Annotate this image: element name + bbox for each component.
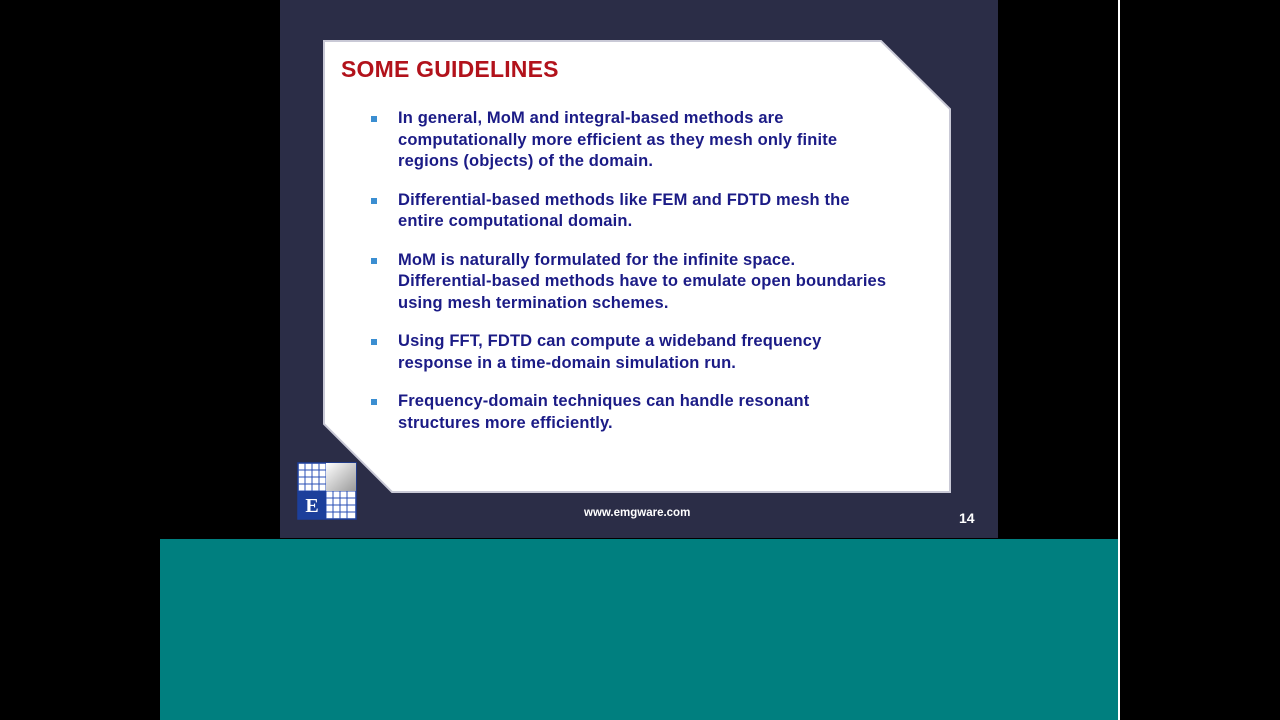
- right-edge-strip: [1118, 0, 1120, 720]
- logo-letter: E: [305, 495, 319, 517]
- footer-url: www.emgware.com: [584, 507, 691, 519]
- bullet-text: MoM is naturally formulated for the infinite space. Differential-based methods have to emulate open boundaries using mesh termination schemes.: [398, 250, 887, 312]
- square-bullet-icon: [371, 399, 377, 405]
- bullet-text: Differential-based methods like FEM and FDTD mesh the entire computational domain.: [398, 190, 850, 230]
- slide-text-area: [323, 40, 951, 493]
- bullet-list: [369, 108, 889, 451]
- square-bullet-icon: [371, 116, 377, 122]
- bullet-item: [369, 250, 889, 315]
- emgware-logo: [297, 462, 357, 520]
- square-bullet-icon: [371, 339, 377, 345]
- bullet-item: [369, 108, 889, 173]
- slide-title: SOME GUIDELINES: [341, 56, 559, 82]
- bullet-item: [369, 331, 889, 374]
- bullet-item: [369, 391, 889, 434]
- bullet-text: Using FFT, FDTD can compute a wideband frequency response in a time-domain simulation run.: [398, 332, 822, 372]
- square-bullet-icon: [371, 198, 377, 204]
- square-bullet-icon: [371, 258, 377, 264]
- slide-page-number: 14: [959, 510, 975, 526]
- teal-panel: [160, 539, 1118, 720]
- bullet-text: Frequency-domain techniques can handle resonant structures more efficiently.: [398, 392, 810, 432]
- bullet-item: [369, 190, 889, 233]
- bullet-text: In general, MoM and integral-based methods are computationally more efficient as they mesh only finite regions (objects) of the domain.: [398, 109, 838, 170]
